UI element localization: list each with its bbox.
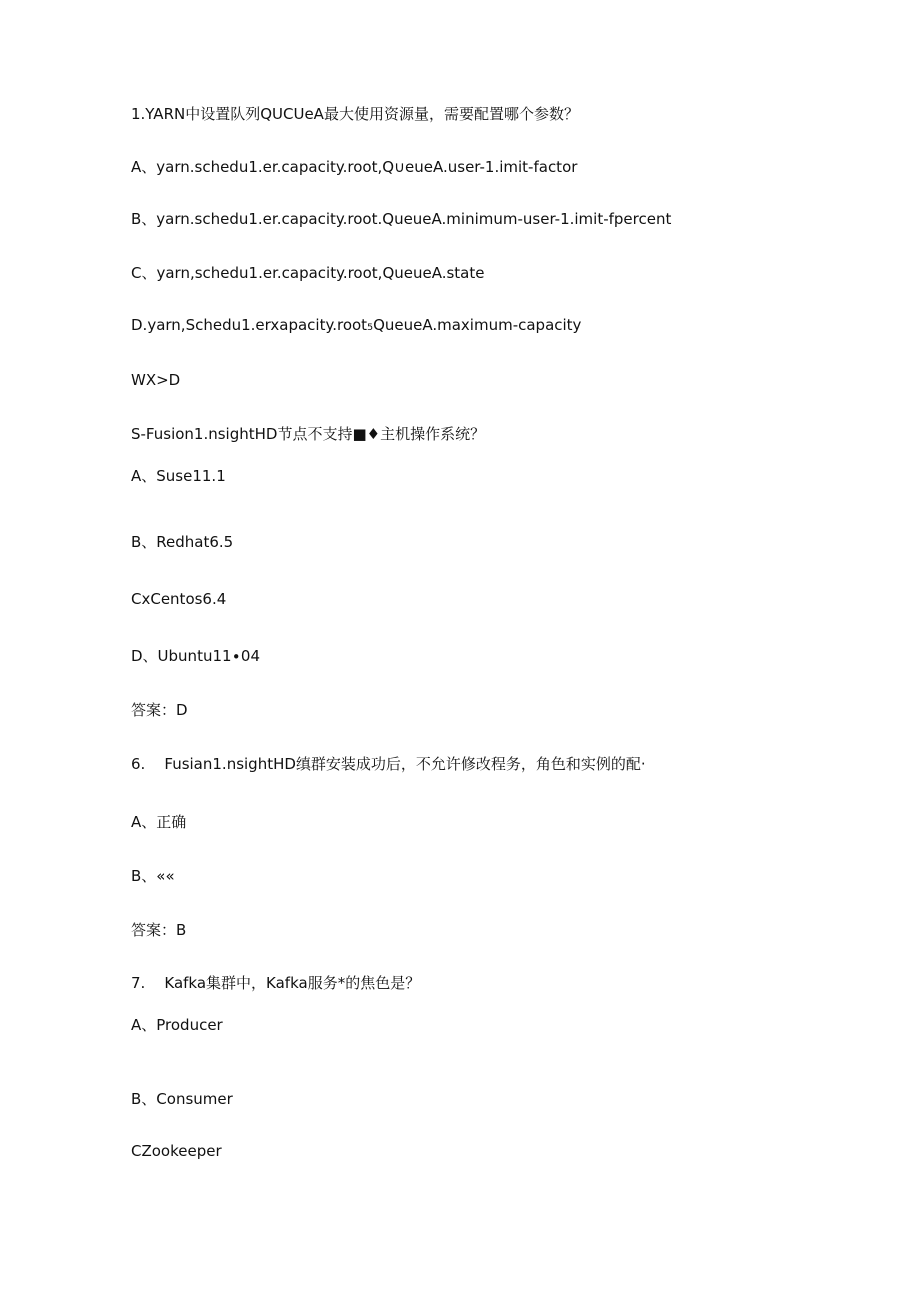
question-6-option-b: B、«« [131,867,175,885]
question-5-answer: 答案：D [131,701,188,719]
question-1-option-d: D.yarn,Schedu1.erxapacity.root₅QueueA.maximum-capacity [131,316,582,334]
question-7-option-b: B、Consumer [131,1090,233,1108]
question-6-stem: 6. Fusian1.nsightHD缜群安装成功后，不允许修改程务，角色和实例的配· [131,755,646,773]
question-1-option-b: B、yarn.schedu1.er.capacity.root.QueueA.minimum-user-1.imit-fpercent [131,210,672,228]
question-5-option-d: D、Ubuntu11∙04 [131,647,261,665]
question-7-option-a: A、Producer [131,1016,223,1034]
question-1-answer: WX>D [131,371,181,389]
question-7-stem: 7. Kafka集群中，Kafka服务*的焦色是？ [131,974,421,992]
question-7-option-c: CZookeeper [131,1142,222,1160]
question-6-option-a: A、正确 [131,813,187,831]
question-5-option-a: A、Suse11.1 [131,467,226,485]
question-5-stem: S-Fusion1.nsightHD节点不支持■♦主机操作系统？ [131,425,486,443]
question-1-option-a: A、yarn.schedu1.er.capacity.root,Q∪eueA.user-1.imit-factor [131,158,578,176]
question-5-option-b: B、Redhat6.5 [131,533,234,551]
question-6-answer: 答案：B [131,921,187,939]
question-5-option-c: CxCentos6.4 [131,590,227,608]
question-1-stem: 1.YARN中设置队列QUCUeA最大使用资源量，需要配置哪个参数？ [131,105,579,123]
question-1-option-c: C、yarn,schedu1.er.capacity.root,QueueA.state [131,264,485,282]
